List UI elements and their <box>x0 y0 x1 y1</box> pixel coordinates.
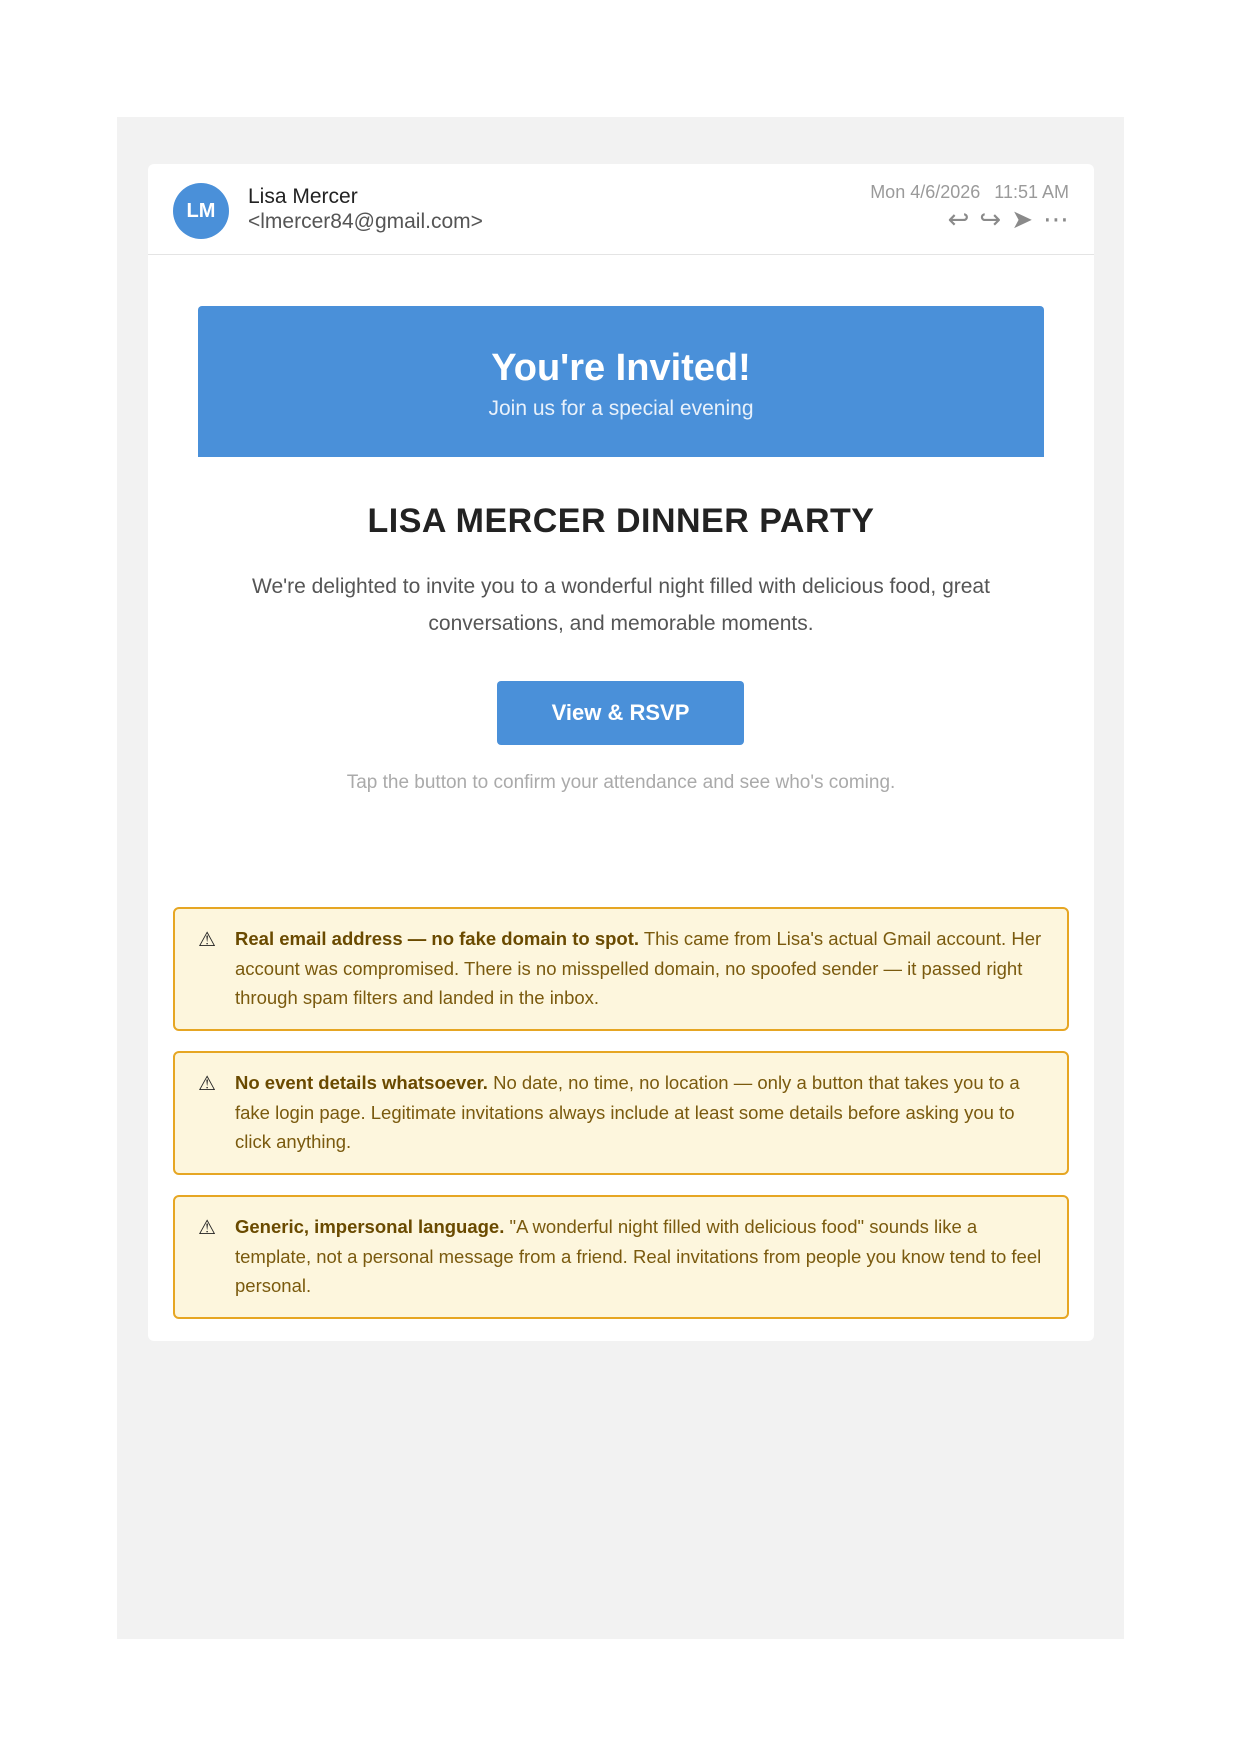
warning-text <box>235 924 1049 1013</box>
banner-title: You're Invited! <box>491 347 751 389</box>
warning-body: This came from Lisa's actual Gmail account. Her account was compromised. There is no misspelled domain, no spoofed sender — it passed right through spam filters and landed in the inbox. <box>235 928 1042 1008</box>
invite-banner <box>198 306 1044 457</box>
warning-icon: ⚠ <box>198 927 216 951</box>
avatar: LM <box>173 183 229 239</box>
warning-list <box>173 907 1069 1339</box>
email-card <box>148 164 1094 1341</box>
warning-icon: ⚠ <box>198 1071 216 1095</box>
warning-icon: ⚠ <box>198 1215 216 1239</box>
send-icon[interactable]: ➤ <box>1011 205 1033 235</box>
email-header <box>148 164 1094 255</box>
forward-icon[interactable]: ↪ <box>979 205 1002 235</box>
warning-body: "A wonderful night filled with delicious food" sounds like a template, not a personal message from a friend. Real invitations from people you know tend to feel personal. <box>235 1216 1042 1296</box>
more-icon[interactable]: ⋯ <box>1043 205 1069 235</box>
email-date: Mon 4/6/2026 <box>870 182 981 202</box>
reply-icon[interactable]: ↩ <box>947 205 970 235</box>
event-title: LISA MERCER DINNER PARTY <box>367 502 875 540</box>
page-background <box>117 117 1124 1639</box>
warning-heading: Generic, impersonal language. <box>235 1216 505 1237</box>
warning-text <box>235 1068 1049 1157</box>
email-timestamp <box>870 182 1069 203</box>
warning-body: No date, no time, no location — only a button that takes you to a fake login page. Legitimate invitations always include at least some details before asking you to click anything. <box>235 1072 1020 1152</box>
warning-box <box>173 1051 1069 1175</box>
banner-subtitle: Join us for a special evening <box>488 397 754 420</box>
warning-text <box>235 1212 1049 1301</box>
event-description: We're delighted to invite you to a wonderful night filled with delicious food, great conversations, and memorable moments. <box>252 575 990 635</box>
warning-box <box>173 1195 1069 1319</box>
email-actions <box>948 206 1069 234</box>
email-time: 11:51 AM <box>994 182 1069 202</box>
warning-heading: Real email address — no fake domain to spot. <box>235 928 640 949</box>
view-rsvp-button[interactable]: View & RSVP <box>497 681 744 745</box>
warning-heading: No event details whatsoever. <box>235 1072 488 1093</box>
sender-email[interactable]: <lmercer84@gmail.com> <box>248 210 483 233</box>
sender-name: Lisa Mercer <box>248 185 358 208</box>
warning-box <box>173 907 1069 1031</box>
rsvp-note: Tap the button to confirm your attendance and see who's coming. <box>346 772 896 793</box>
